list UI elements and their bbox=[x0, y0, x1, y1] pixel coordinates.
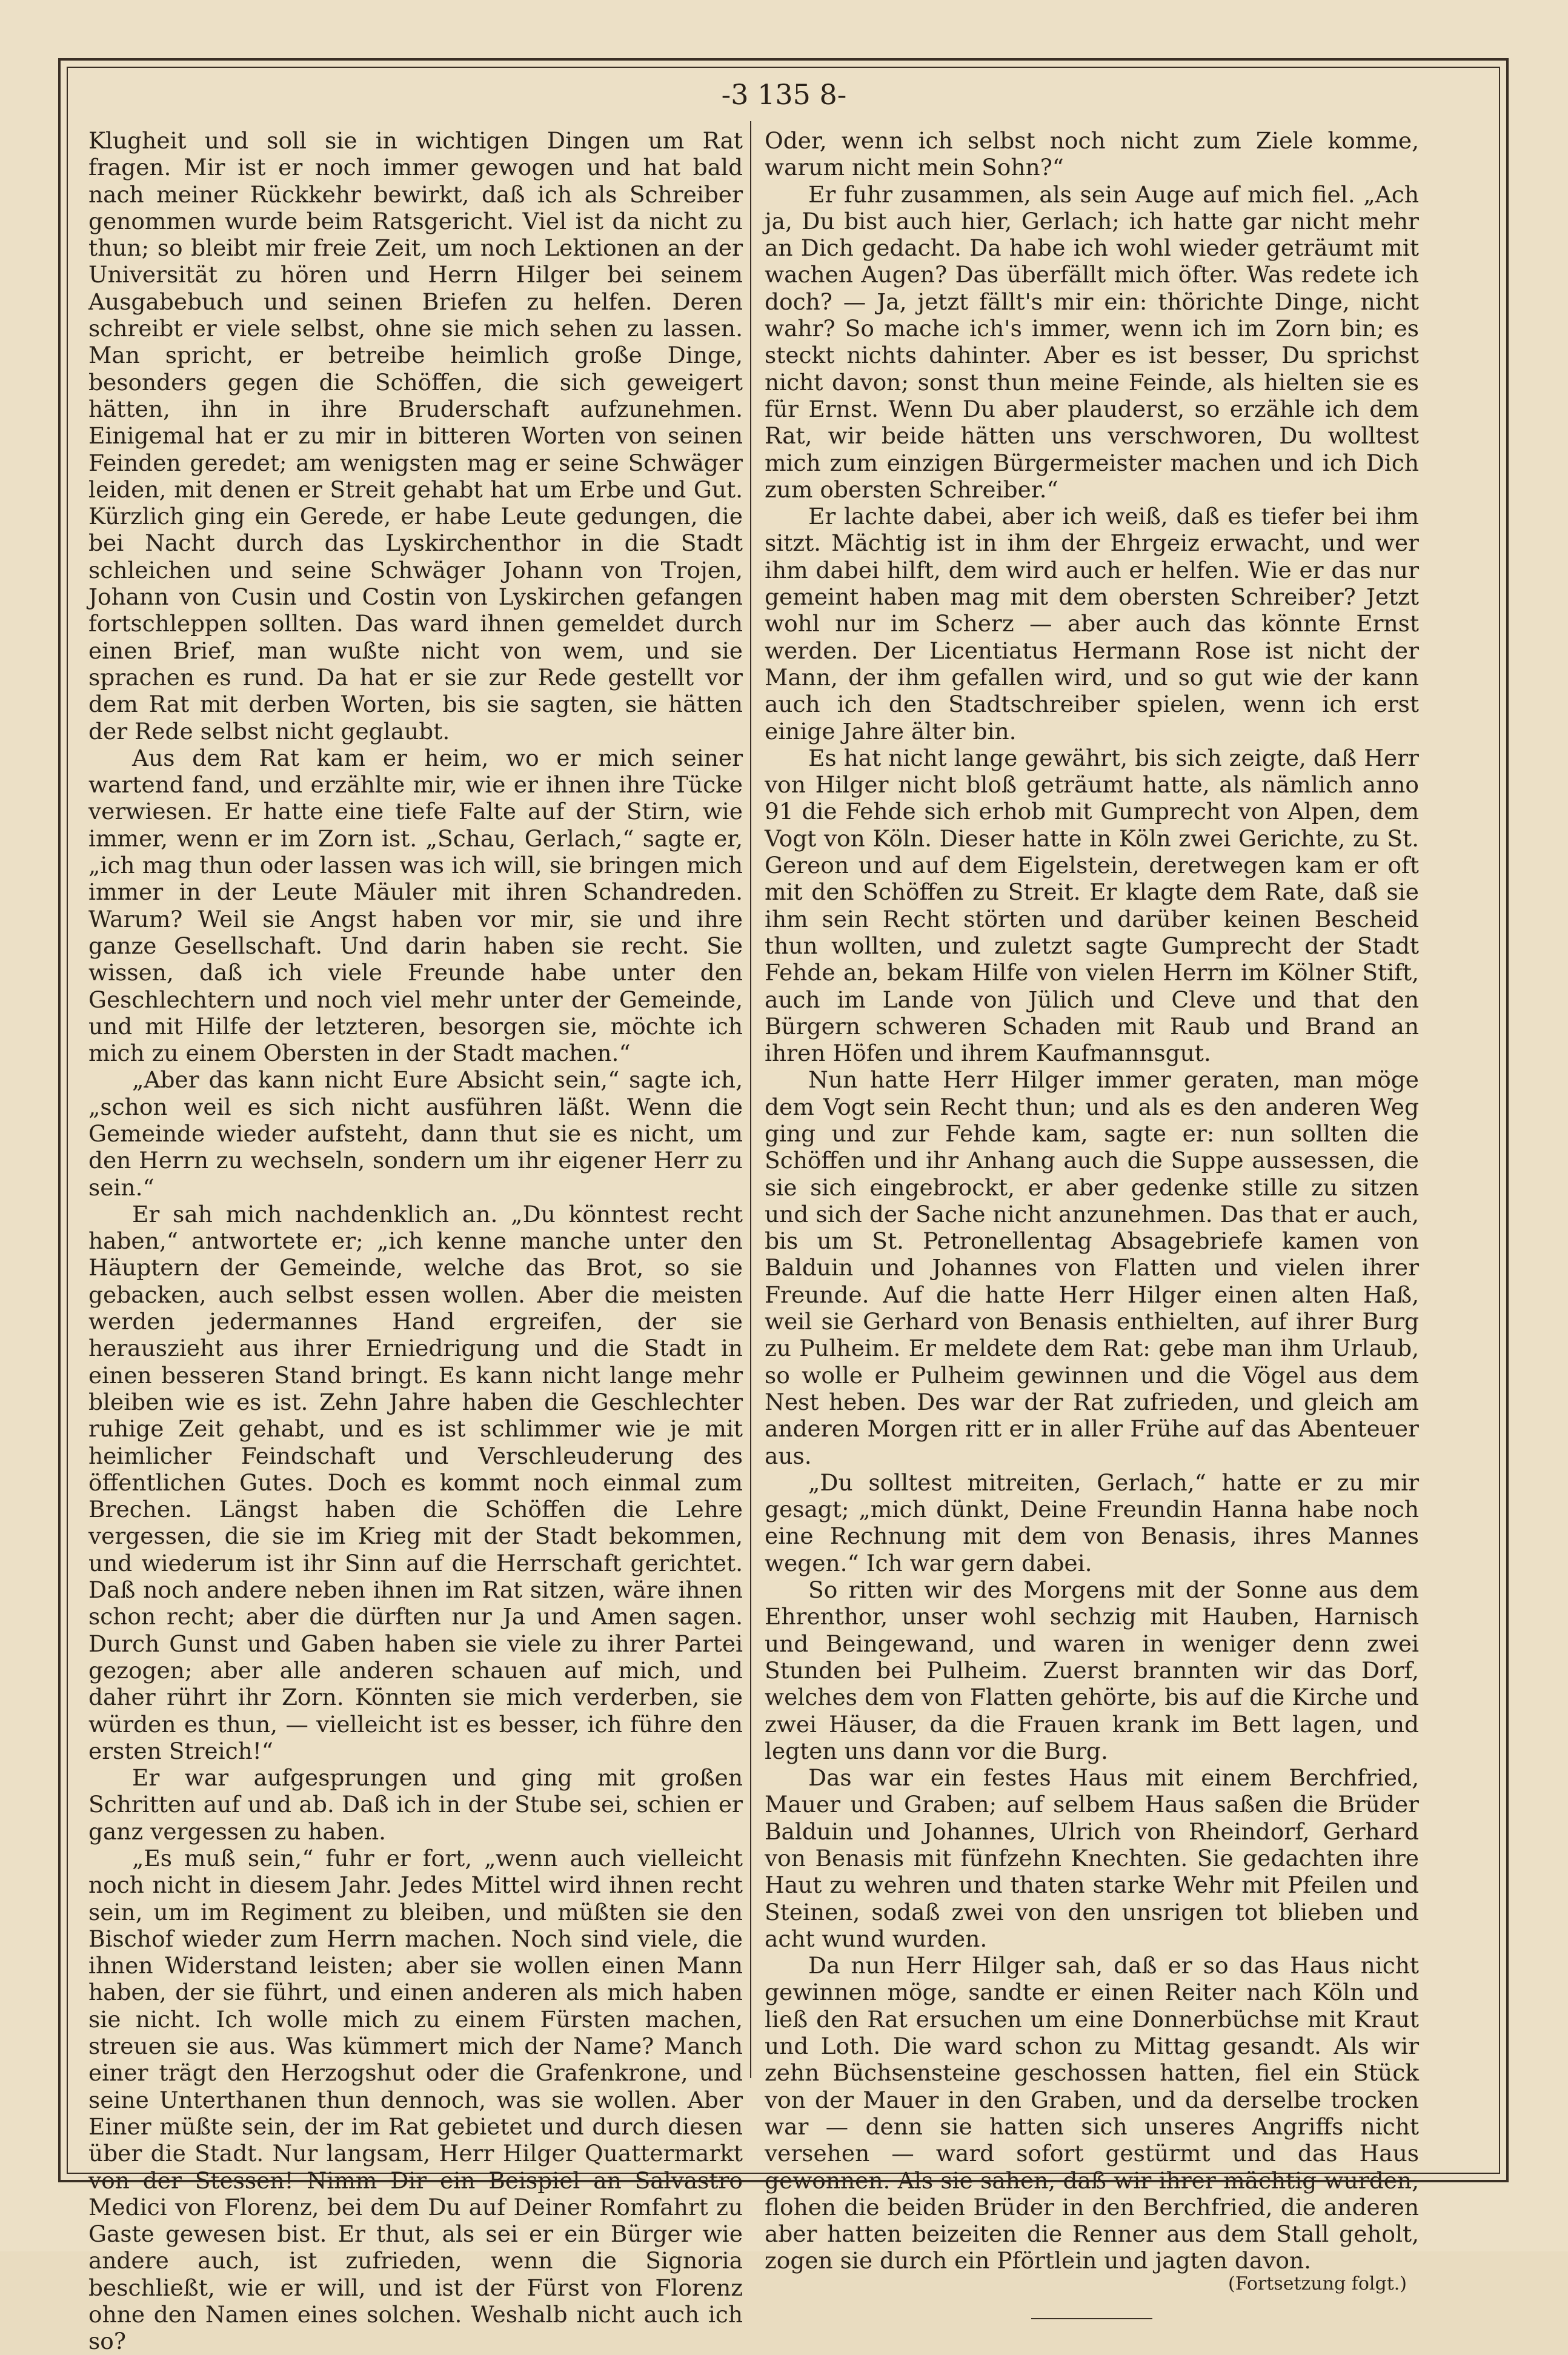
continued-note: (Fortsetzung folgt.) bbox=[1228, 2273, 1407, 2294]
paragraph: Klugheit und soll sie in wichtigen Dingen um Rat fragen. Mir ist er noch immer gewogen und hat bald nach meiner Rückkehr bewirkt, daß ich als Schreiber genommen wurde beim Ratsgericht. Viel ist da nicht zu thun; so bleibt mir freie Zeit, um noch Lektionen an der Universität zu hören und Herrn Hilger bei seinem Ausgabebuch und seinen Briefen zu helfen. Deren schreibt er viele selbst, ohne sie mich sehen zu lassen. Man spricht, er betreibe heimlich große Dinge, besonders gegen die Schöffen, die sich geweigert hätten, ihn in ihre Bruderschaft aufzunehmen. Einigemal hat er zu mir in bitteren Worten von seinen Feinden geredet; am wenigsten mag er seine Schwäger leiden, mit denen er Streit gehabt hat um Erbe und Gut. Kürzlich ging ein Gerede, er habe Leute gedungen, die bei Nacht durch das Lyskirchenthor in die Stadt schleichen und seine Schwäger Johann von Trojen, Johann von Cusin und Costin von Lyskirchen gefangen fortschleppen sollten. Das ward ihnen gemeldet durch einen Brief, man wußte nicht von wem, und sie sprachen es rund. Da hat er sie zur Rede gestellt vor dem Rat mit derben Worten, bis sie sagten, sie hätten der Rede selbst nicht geglaubt. bbox=[88, 127, 743, 745]
page-number: -3 135 8- bbox=[721, 78, 847, 111]
paragraph: „Du solltest mitreiten, Gerlach,“ hatte er zu mir gesagt; „mich dünkt, Deine Freundin Hanna habe noch eine Rechnung mit dem von Benasis, ihres Mannes wegen.“ Ich war gern dabei. bbox=[765, 1469, 1419, 1576]
right-column bbox=[765, 127, 1419, 2319]
paragraph: Er war aufgesprungen und ging mit großen Schritten auf und ab. Daß ich in der Stube sei, schien er ganz vergessen zu haben. bbox=[88, 1764, 743, 1845]
paragraph: Nun hatte Herr Hilger immer geraten, man möge dem Vogt sein Recht thun; und als es den anderen Weg ging und zur Fehde kam, sagte er: nun sollten die Schöffen und ihr Anhang auch die Suppe aussessen, die sie sich eingebrockt, er aber gedenke stille zu sitzen und sich der Sache nicht anzunehmen. Das that er auch, bis um St. Petronellentag Absagebriefe kamen von Balduin und Johannes von Flatten und vielen ihrer Freunde. Auf die hatte Herr Hilger einen alten Haß, weil sie Gerhard von Benasis enthielten, auf ihrer Burg zu Pulheim. Er meldete dem Rat: gebe man ihm Urlaub, so wolle er Pulheim gewinnen und die Vögel aus dem Nest heben. Des war der Rat zufrieden, und gleich am anderen Morgen ritt er in aller Frühe auf das Abenteuer aus. bbox=[765, 1066, 1419, 1469]
paragraph: Er lachte dabei, aber ich weiß, daß es tiefer bei ihm sitzt. Mächtig ist in ihm der Ehrgeiz erwacht, und wer ihm dabei hilft, dem wird auch er helfen. Wie er das nur gemeint haben mag mit dem obersten Schreiber? Jetzt wohl nur im Scherz — aber auch das könnte Ernst werden. Der Licentiatus Hermann Rose ist nicht der Mann, der ihm gefallen wird, und so gut wie der kann auch ich den Stadtschreiber spielen, wenn ich erst einige Jahre älter bin. bbox=[765, 503, 1419, 745]
paragraph: „Aber das kann nicht Eure Absicht sein,“ sagte ich, „schon weil es sich nicht ausführen läßt. Wenn die Gemeinde wieder aufsteht, dann thut sie es nicht, um den Herrn zu wechseln, sondern um ihr eigener Herr zu sein.“ bbox=[88, 1066, 743, 1201]
column-divider bbox=[750, 121, 751, 2078]
paragraph: Das war ein festes Haus mit einem Berchfried, Mauer und Graben; auf selbem Haus saßen die Brüder Balduin und Johannes, Ulrich von Rheindorf, Gerhard von Benasis mit fünfzehn Knechten. Sie gedachten ihre Haut zu wehren und thaten starke Wehr mit Pfeilen und Steinen, sodaß zwei von den unsrigen tot blieben und acht wund wurden. bbox=[765, 1764, 1419, 1952]
paragraph: Oder, wenn ich selbst noch nicht zum Ziele komme, warum nicht mein Sohn?“ bbox=[765, 127, 1419, 181]
paragraph: Es hat nicht lange gewährt, bis sich zeigte, daß Herr von Hilger nicht bloß geträumt hatte, als nämlich anno 91 die Fehde sich erhob mit Gumprecht von Alpen, dem Vogt von Köln. Dieser hatte in Köln zwei Gerichte, zu St. Gereon und auf dem Eigelstein, deretwegen kam er oft mit den Schöffen zu Streit. Er klagte dem Rate, daß sie ihm sein Recht störten und darüber keinen Bescheid thun wollten, und zuletzt sagte Gumprecht der Stadt Fehde an, bekam Hilfe von vielen Herrn im Kölner Stift, auch im Lande von Jülich und Cleve und that den Bürgern schweren Schaden mit Raub und Brand an ihren Höfen und ihrem Kaufmannsgut. bbox=[765, 744, 1419, 1067]
paragraph: So ritten wir des Morgens mit der Sonne aus dem Ehrenthor, unser wohl sechzig mit Hauben, Harnisch und Beingewand, und waren in weniger denn zwei Stunden bei Pulheim. Zuerst brannten wir das Dorf, welches dem von Flatten gehörte, bis auf die Kirche und zwei Häuser, da die Frauen krank im Bett lagen, und legten uns dann vor die Burg. bbox=[765, 1576, 1419, 1764]
paragraph: Er sah mich nachdenklich an. „Du könntest recht haben,“ antwortete er; „ich kenne manche unter den Häuptern der Gemeinde, welche das Brot, so sie gebacken, auch selbst essen wollen. Aber die meisten werden jedermannes Hand ergreifen, der sie herauszieht aus ihrer Erniedrigung und die Stadt in einen besseren Stand bringt. Es kann nicht lange mehr bleiben wie es ist. Zehn Jahre haben die Geschlechter ruhige Zeit gehabt, und es ist schlimmer wie je mit heimlicher Feindschaft und Verschleuderung des öffentlichen Gutes. Doch es kommt noch einmal zum Brechen. Längst haben die Schöffen die Lehre vergessen, die sie im Krieg mit der Stadt bekommen, und wiederum ist ihr Sinn auf die Herrschaft gerichtet. Daß noch andere neben ihnen im Rat sitzen, wäre ihnen schon recht; aber die dürften nur Ja und Amen sagen. Durch Gunst und Gaben haben sie viele zu ihrer Partei gezogen; aber alle anderen schauen auf mich, und daher rührt ihr Zorn. Könnten sie mich verderben, sie würden es thun, — vielleicht ist es besser, ich führe den ersten Streich!“ bbox=[88, 1200, 743, 1764]
paragraph: „Es muß sein,“ fuhr er fort, „wenn auch vielleicht noch nicht in diesem Jahr. Jedes Mittel wird ihnen recht sein, um im Regiment zu bleiben, und müßten sie den Bischof wieder zum Herrn machen. Noch sind viele, die ihnen Widerstand leisten; aber sie wollen einen Mann haben, der sie führt, und einen anderen als mich haben sie nicht. Ich wolle mich zu einem Fürsten machen, streuen sie aus. Was kümmert mich der Name? Manch einer trägt den Herzogshut oder die Grafenkrone, und seine Unterthanen thun dennoch, was sie wollen. Aber Einer müßte sein, der im Rat gebietet und durch diesen über die Stadt. Nur langsam, Herr Hilger Quattermarkt von der Stessen! Nimm Dir ein Beispiel an Salvastro Medici von Florenz, bei dem Du auf Deiner Romfahrt zu Gaste gewesen bist. Er thut, als sei er ein Bürger wie andere auch, ist zufrieden, wenn die Signoria beschließt, wie er will, und ist der Fürst von Florenz ohne den Namen eines solchen. Weshalb nicht auch ich so? bbox=[88, 1845, 743, 2355]
paragraph: Er fuhr zusammen, als sein Auge auf mich fiel. „Ach ja, Du bist auch hier, Gerlach; ich hatte gar nicht mehr an Dich gedacht. Da habe ich wohl wieder geträumt mit wachen Augen? Das überfällt mich öfter. Was redete ich doch? — Ja, jetzt fällt's mir ein: thörichte Dinge, nicht wahr? So mache ich's immer, wenn ich im Zorn bin; es steckt nichts dahinter. Aber es ist besser, Du sprichst nicht davon; sonst thun meine Feinde, als hielten sie es für Ernst. Wenn Du aber plauderst, so erzähle ich dem Rat, wir beide hätten uns verschworen, Du wolltest mich zum einzigen Bürgermeister machen und ich Dich zum obersten Schreiber.“ bbox=[765, 181, 1419, 503]
end-rule bbox=[1031, 2318, 1152, 2319]
paragraph: Da nun Herr Hilger sah, daß er so das Haus nicht gewinnen möge, sandte er einen Reiter nach Köln und ließ den Rat ersuchen um eine Donnerbüchse mit Kraut und Loth. Die ward schon zu Mittag gesandt. Als wir zehn Büchsensteine geschossen hatten, fiel ein Stück von der Mauer in den Graben, und da derselbe trocken war — denn sie hatten sich unseres Angriffs nicht versehen — ward sofort gestürmt und das Haus gewonnen. Als sie sahen, daß wir ihrer mächtig wurden, flohen die beiden Brüder in den Berchfried, die anderen aber hatten beizeiten die Renner aus dem Stall geholt, zogen sie durch ein Pförtlein und jagten davon. bbox=[765, 1952, 1419, 2274]
left-column bbox=[88, 127, 743, 2355]
paragraph: Aus dem Rat kam er heim, wo er mich seiner wartend fand, und erzählte mir, wie er ihnen ihre Tücke verwiesen. Er hatte eine tiefe Falte auf der Stirn, wie immer, wenn er im Zorn ist. „Schau, Gerlach,“ sagte er, „ich mag thun oder lassen was ich will, sie bringen mich immer in der Leute Mäuler mit ihren Schandreden. Warum? Weil sie Angst haben vor mir, sie und ihre ganze Gesellschaft. Und darin haben sie recht. Sie wissen, daß ich viele Freunde habe unter den Geschlechtern und noch viel mehr unter der Gemeinde, und mit Hilfe der letzteren, besorgen sie, möchte ich mich zu einem Obersten in der Stadt machen.“ bbox=[88, 744, 743, 1067]
